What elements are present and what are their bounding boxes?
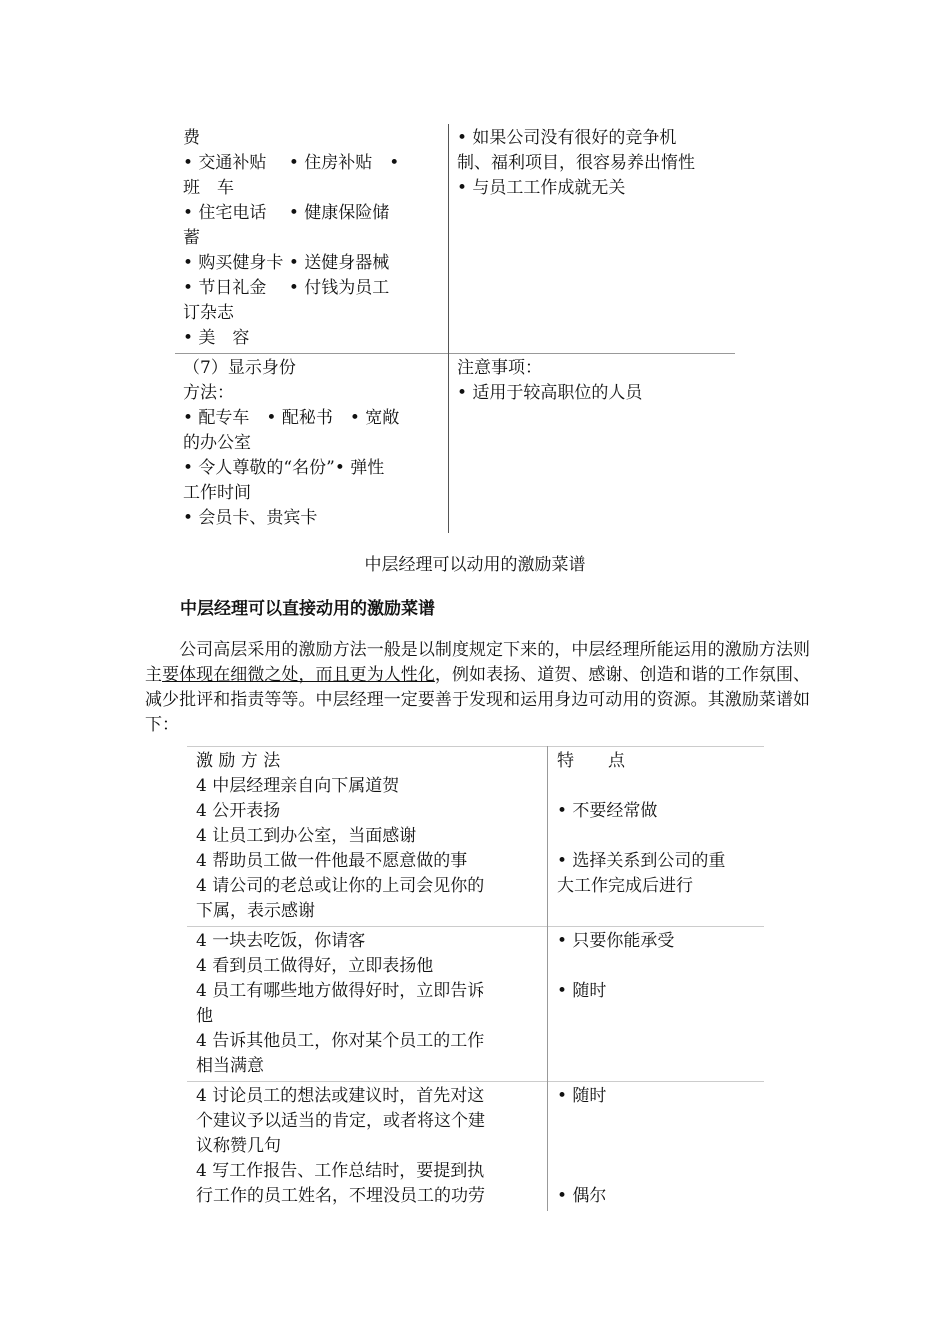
body-paragraph (145, 638, 810, 738)
section-caption: 中层经理可以动用的激励菜谱 (364, 555, 586, 575)
table-row (187, 1082, 764, 1212)
cell-line: 4 让员工到办公室，当面感谢 (196, 826, 417, 846)
cell-line: 蓄 (183, 228, 200, 248)
cell-line: • 选择关系到公司的重 (557, 851, 726, 871)
cell-line: • 不要经常做 (557, 801, 658, 821)
cell-line: • 令人尊敬的“名份”• 弹性 (183, 458, 385, 478)
cell-line: 制、福利项目，很容易养出惰性 (457, 153, 695, 173)
cell-line: • 交通补贴 • 住房补贴 • (183, 153, 400, 173)
column-header: 特 点 (557, 751, 625, 771)
paragraph-text: ，例如表扬、道贺、感谢、创造和谐的工作氛围、减少批评和指责等等。中层经理一定要善于发现和运用身边可动用的资源。其激励菜谱如下： (145, 665, 811, 735)
cell-line: 4 讨论员工的想法或建议时，首先对这 (196, 1086, 485, 1106)
paragraph-text: 公司高层采用的激励方法一般是以制度规定下来的，中层经理所能运用的激励方法则主 (145, 640, 811, 685)
cell-line: • 适用于较高职位的人员 (457, 383, 643, 403)
cell-line: 4 写工作报告、工作总结时，要提到执 (196, 1161, 485, 1181)
cell-line: • 随时 (557, 981, 607, 1001)
incentive-menu-table (187, 746, 764, 1211)
methods-cell (175, 124, 449, 354)
column-header: 激 励 方 法 (196, 751, 281, 771)
cell-line: 工作时间 (183, 483, 251, 503)
cell-line: • 只要你能承受 (557, 931, 675, 951)
table-row (175, 354, 735, 534)
cell-line: 4 中层经理亲自向下属道贺 (196, 776, 400, 796)
section-heading: 中层经理可以直接动用的激励菜谱 (180, 599, 435, 619)
cell-line: 大工作完成后进行 (557, 876, 693, 896)
cell-line: 订杂志 (183, 303, 234, 323)
cell-line: 方法： (183, 383, 234, 403)
cell-line: 4 公开表扬 (196, 801, 281, 821)
notes-cell (449, 354, 736, 534)
cell-line: 4 看到员工做得好，立即表扬他 (196, 956, 434, 976)
cell-line: 4 请公司的老总或让你的上司会见你的 (196, 876, 485, 896)
cell-line (557, 1134, 755, 1159)
features-cell (548, 1082, 765, 1212)
cell-line: 下属，表示感谢 (196, 901, 315, 921)
cell-line: 议称赞几句 (196, 1136, 281, 1156)
cell-line: 他 (196, 1006, 213, 1026)
cell-line: 4 员工有哪些地方做得好时，立即告诉 (196, 981, 485, 1001)
cell-line (557, 1159, 755, 1184)
cell-line: • 偶尔 (557, 1186, 607, 1206)
cell-line: • 如果公司没有很好的竞争机 (457, 128, 677, 148)
cell-line: 4 一块去吃饭，你请客 (196, 931, 366, 951)
cell-line (557, 774, 755, 799)
cell-line: • 随时 (557, 1086, 607, 1106)
methods-cell (187, 927, 548, 1082)
table-row (187, 927, 764, 1082)
cell-line: 的办公室 (183, 433, 251, 453)
cell-line (557, 954, 755, 979)
cell-line: 4 帮助员工做一件他最不愿意做的事 (196, 851, 468, 871)
methods-cell (187, 747, 548, 927)
cell-line: 班 车 (183, 178, 234, 198)
cell-line: • 节日礼金 • 付钱为员工 (183, 278, 390, 298)
cell-line (557, 1109, 755, 1134)
cell-line: 行工作的员工姓名，不埋没员工的功劳 (196, 1186, 485, 1206)
notes-cell (449, 124, 736, 354)
cell-line: （7）显示身份 (183, 358, 296, 378)
cell-line (557, 824, 755, 849)
cell-line: • 住宅电话 • 健康保险储 (183, 203, 390, 223)
cell-line: • 与员工工作成就无关 (457, 178, 626, 198)
benefits-table (175, 124, 735, 533)
features-cell (548, 747, 765, 927)
underlined-text: 要体现在细微之处，而且更为人性化 (162, 665, 435, 685)
cell-line: 相当满意 (196, 1056, 264, 1076)
features-cell (548, 927, 765, 1082)
table-row (187, 747, 764, 927)
cell-line: 注意事项： (457, 358, 542, 378)
cell-line: • 购买健身卡 • 送健身器械 (183, 253, 390, 273)
cell-line: 个建议予以适当的肯定，或者将这个建 (196, 1111, 485, 1131)
cell-line: 4 告诉其他员工，你对某个员工的工作 (196, 1031, 485, 1051)
methods-cell (175, 354, 449, 534)
methods-cell (187, 1082, 548, 1212)
cell-line: • 美 容 (183, 328, 250, 348)
cell-line: • 配专车 • 配秘书 • 宽敞 (183, 408, 400, 428)
cell-line: • 会员卡、贵宾卡 (183, 508, 318, 528)
cell-line: 费 (183, 128, 200, 148)
table-row (175, 124, 735, 354)
